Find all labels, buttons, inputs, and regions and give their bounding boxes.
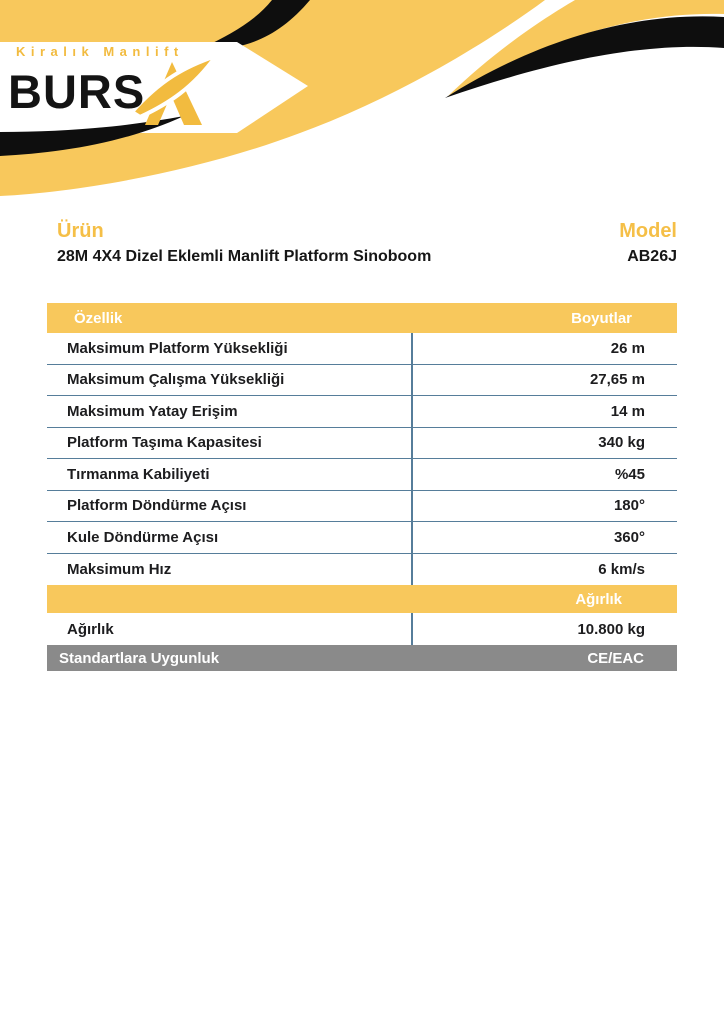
weight-band-label: Ağırlık: [575, 590, 622, 608]
brand-logo: [8, 62, 145, 124]
weight-row-value: 10.800 kg: [577, 620, 645, 638]
header-banner: [0, 0, 724, 210]
compliance-label: Standartlara Uygunluk: [59, 649, 220, 667]
row-label: Platform Taşıma Kapasitesi: [67, 434, 262, 452]
table-row: [47, 522, 677, 554]
table-rows: [47, 333, 677, 585]
row-value: 6 km/s: [598, 560, 645, 578]
weight-section-band: [47, 585, 677, 613]
product-heading: [57, 218, 677, 270]
spec-table: [47, 303, 677, 671]
row-label: Maksimum Yatay Erişim: [67, 402, 238, 420]
table-row: [47, 491, 677, 523]
row-label: Kule Döndürme Açısı: [67, 528, 219, 546]
row-value: 26 m: [610, 339, 645, 357]
table-row: [47, 396, 677, 428]
row-label: Maksimum Çalışma Yüksekliği: [67, 371, 285, 389]
row-label: Platform Döndürme Açısı: [67, 497, 247, 515]
model-value: AB26J: [627, 248, 677, 265]
product-label: Ürün: [57, 220, 104, 242]
table-row: [47, 554, 677, 586]
compliance-value: CE/EAC: [587, 649, 644, 667]
brand-tagline: Kiralık Manlift: [16, 44, 184, 59]
row-label: Maksimum Hız: [67, 560, 172, 578]
table-row: [47, 365, 677, 397]
feature-column-header: Özellik: [74, 309, 123, 327]
row-value: 27,65 m: [589, 371, 645, 389]
dimensions-column-header: Boyutlar: [571, 309, 632, 327]
row-value: 360°: [613, 528, 645, 546]
row-value: 14 m: [610, 402, 645, 420]
product-name: 28M 4X4 Dizel Eklemli Manlift Platform Sinoboom: [57, 248, 432, 265]
row-label: Maksimum Platform Yüksekliği: [67, 339, 288, 357]
model-label: Model: [619, 220, 677, 242]
table-row: [47, 428, 677, 460]
table-row: [47, 333, 677, 365]
row-value: %45: [614, 465, 645, 483]
weight-row-label: Ağırlık: [67, 620, 114, 638]
row-value: 180°: [613, 497, 645, 515]
brand-name: BURS: [8, 65, 146, 118]
table-header-band: [47, 303, 677, 333]
table-row: [47, 459, 677, 491]
weight-row: [47, 613, 677, 645]
row-value: 340 kg: [598, 434, 645, 452]
compliance-band: [47, 645, 677, 671]
row-label: Tırmanma Kabiliyeti: [67, 465, 210, 483]
